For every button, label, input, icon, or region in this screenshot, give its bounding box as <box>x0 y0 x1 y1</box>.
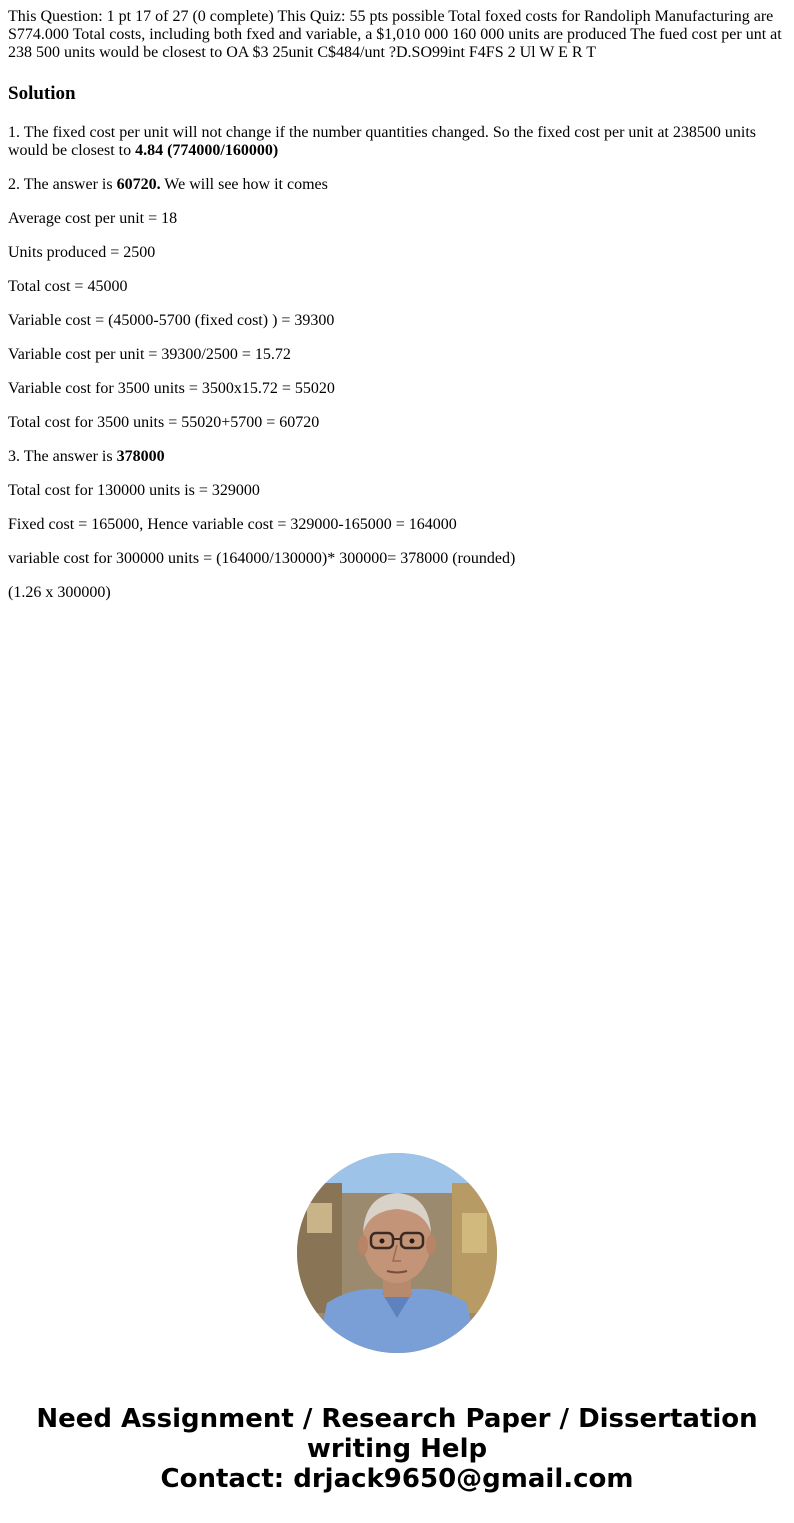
calc-line: (1.26 x 300000) <box>8 584 111 601</box>
solution-section <box>8 124 784 602</box>
calc-line: Variable cost for 3500 units = 3500x15.72 = 55020 <box>8 380 335 397</box>
answer-2-text: 2. The answer is <box>8 176 117 193</box>
person-portrait-icon <box>297 1153 497 1353</box>
calc-line: variable cost for 300000 units = (164000/130000)* 300000= 378000 (rounded) <box>8 550 516 567</box>
calc-line: Total cost for 3500 units = 55020+5700 = 60720 <box>8 414 320 431</box>
solution-heading: Solution <box>8 83 76 104</box>
footer-line-2: writing Help <box>306 1434 488 1464</box>
calc-line: Average cost per unit = 18 <box>8 210 178 227</box>
answer-3 <box>8 448 784 466</box>
answer-3-text: 3. The answer is <box>8 448 117 465</box>
answer-1-value: 4.84 (774000/160000) <box>135 142 279 159</box>
calc-line: Variable cost = (45000-5700 (fixed cost) ) = 39300 <box>8 312 335 329</box>
answer-3-value: 378000 <box>116 448 165 465</box>
calc-line: Fixed cost = 165000, Hence variable cost = 329000-165000 = 164000 <box>8 516 457 533</box>
footer-contact-email: Contact: drjack9650@gmail.com <box>160 1464 634 1494</box>
answer-1 <box>8 124 784 160</box>
answer-2-value: 60720. <box>116 176 161 193</box>
calc-line: Total cost = 45000 <box>8 278 128 295</box>
calc-line: Variable cost per unit = 39300/2500 = 15.72 <box>8 346 291 363</box>
answer-1-text: 1. The fixed cost per unit will not change if the number quantities changed. So the fixed cost per unit at 238500 units would be closest to <box>8 124 756 159</box>
answer-2 <box>8 176 784 194</box>
calc-line: Total cost for 130000 units is = 329000 <box>8 482 260 499</box>
calc-line: Units produced = 2500 <box>8 244 156 261</box>
footer-line-1: Need Assignment / Research Paper / Dissertation <box>36 1404 758 1434</box>
avatar <box>297 1153 497 1353</box>
footer-contact <box>0 1404 794 1494</box>
question-text: This Question: 1 pt 17 of 27 (0 complete) This Quiz: 55 pts possible Total foxed costs for Randoliph Manufacturing are S774.000 Total costs, including both fxed and variable, a $1,010 000 160 000 units are produced The fued cost per unt at 238 500 units would be closest to OA $3 25unit C$484/unt ?D.SO99int F4FS 2 Ul W E R T <box>8 8 782 61</box>
answer-2-tail: We will see how it comes <box>160 176 328 193</box>
document-body <box>8 8 784 602</box>
